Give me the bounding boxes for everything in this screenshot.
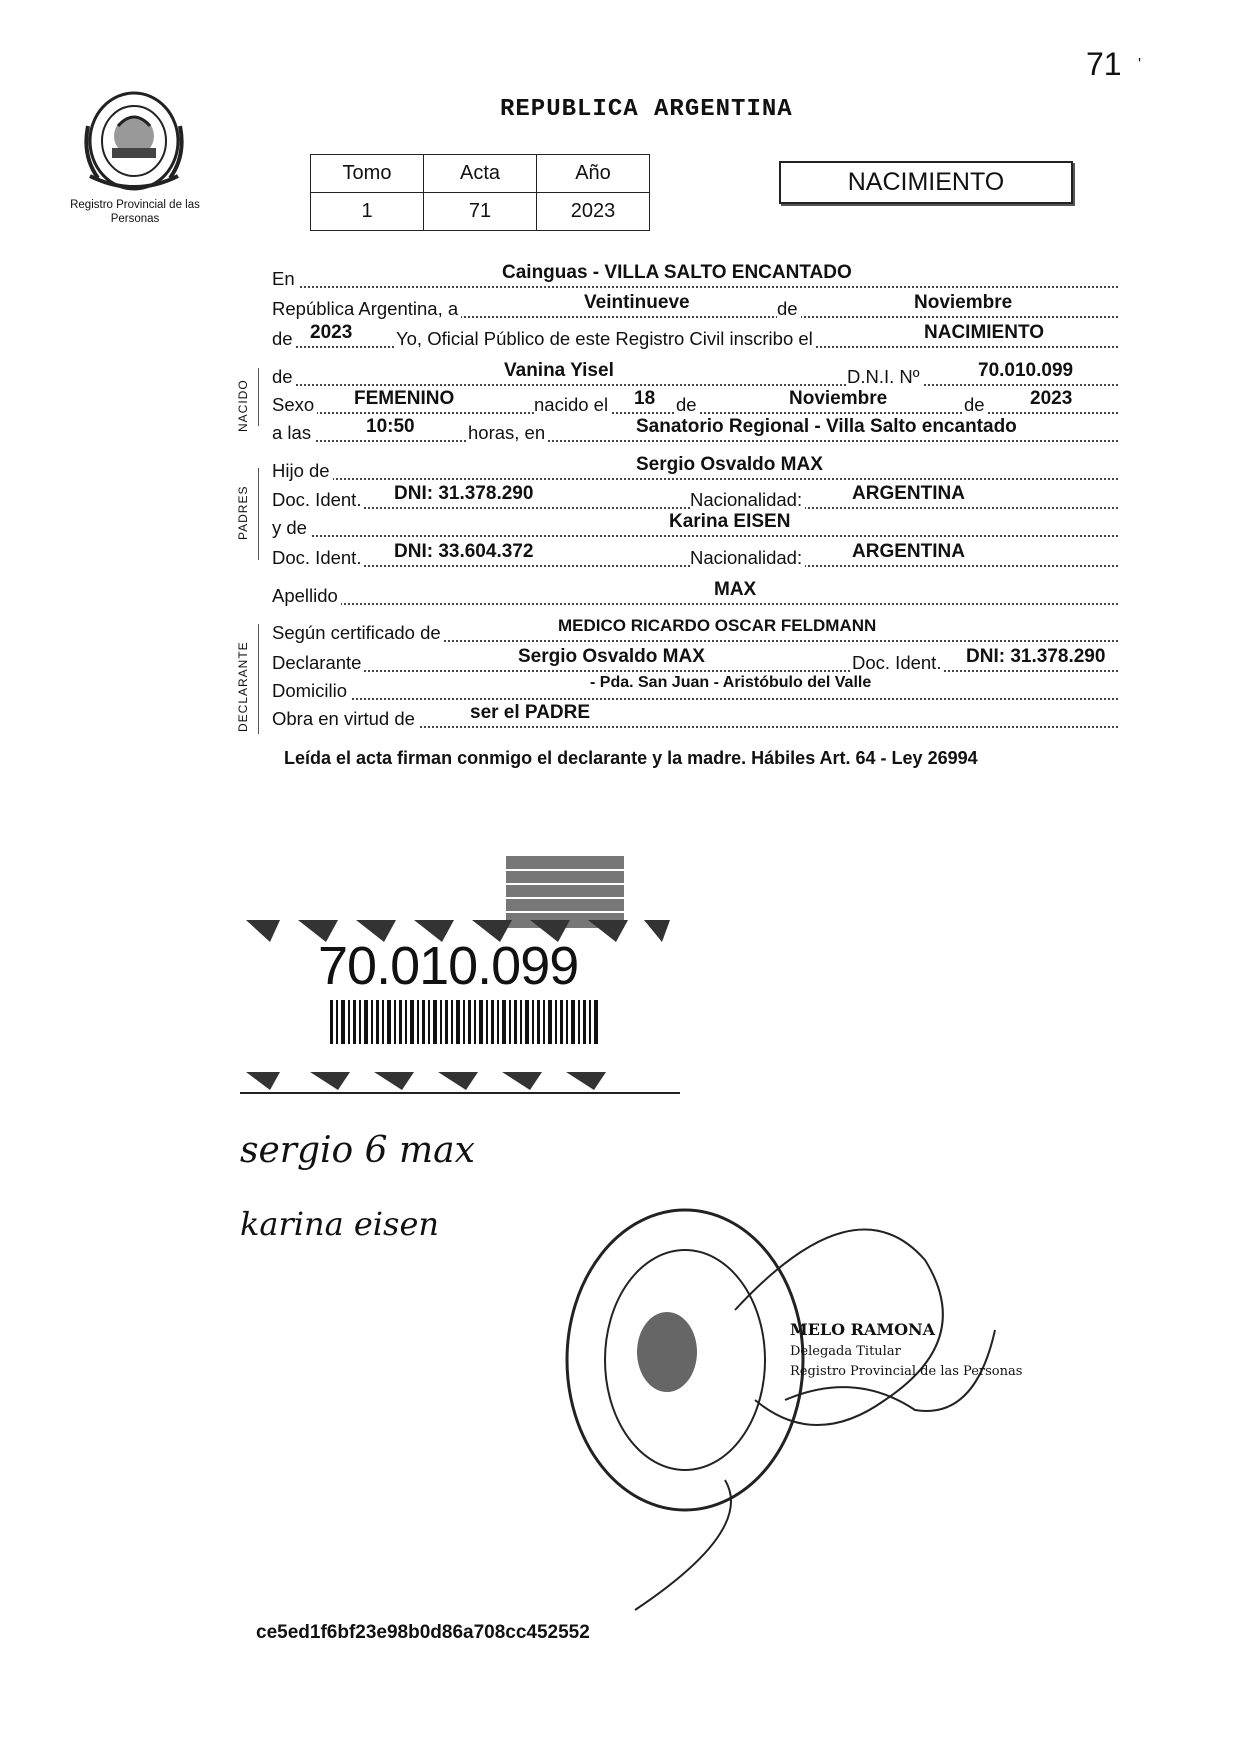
field-child-name: Vanina Yisel [504,360,614,381]
field-child-dni: 70.010.099 [978,360,1074,381]
label-apellido: Apellido [272,585,341,607]
field-birth-year: 2023 [1030,388,1073,409]
label-a-las: a las [272,422,314,444]
label-republica: República Argentina, a [272,298,461,320]
province-seal-icon [82,86,186,196]
form-row-place [272,262,1118,292]
form-row-date [272,292,1118,322]
form-row-capacity [272,702,1118,732]
field-day-words: Veintinueve [584,292,690,313]
declarant-bracket [258,624,259,734]
field-birth-day: 18 [634,388,656,409]
anio-value: 2023 [537,193,650,231]
form-row-mother [272,511,1118,541]
form-row-declarant [272,646,1118,676]
official-office: Registro Provincial de las Personas [790,1364,1023,1379]
label-de-month: de [777,298,801,320]
field-capacity: ser el PADRE [470,702,591,723]
side-label-born: NACIDO [236,379,250,432]
field-mother-doc: DNI: 33.604.372 [394,541,534,562]
mother-signature: karina eisen [240,1205,439,1243]
closing-text: Leída el acta firman conmigo el declarante y la madre. Hábiles Art. 64 - Ley 26994 [284,748,978,768]
label-domicilio: Domicilio [272,680,350,702]
field-declarant-doc: DNI: 31.378.290 [966,646,1106,667]
label-declarante: Declarante [272,652,364,674]
field-address: - Pda. San Juan - Aristóbulo del Valle [590,674,872,691]
field-father-nationality: ARGENTINA [852,483,965,504]
label-doc-declarant: Doc. Ident. [852,652,944,674]
label-doc-father: Doc. Ident. [272,489,364,511]
document-number: 70.010.099 [318,936,579,996]
label-de-name: de [272,366,296,388]
delegation-stamp-icon [555,1200,1005,1620]
form-row-name [272,360,1118,390]
parents-bracket [258,468,259,560]
acta-value: 71 [424,193,537,231]
page-tick: ' [1138,56,1142,73]
form-row-address [272,674,1118,704]
field-father-name: Sergio Osvaldo MAX [636,454,823,475]
acta-header: Acta [424,155,537,193]
anio-header: Año [537,155,650,193]
field-certificate: MEDICO RICARDO OSCAR FELDMANN [558,616,877,635]
country-title: REPUBLICA ARGENTINA [500,96,793,123]
label-dni: D.N.I. Nº [847,366,923,388]
page-number: 71 [1086,46,1122,82]
register-header-row [311,155,650,193]
field-birth-place: Sanatorio Regional - Villa Salto encantado [636,416,1017,437]
form-row-inscribe [272,322,1118,352]
side-label-parents: PADRES [236,485,250,540]
tomo-value: 1 [311,193,424,231]
field-place: Cainguas - VILLA SALTO ENCANTADO [502,262,852,283]
form-row-surname [272,579,1118,609]
field-birth-time: 10:50 [366,416,415,437]
form-row-mother-doc [272,541,1118,571]
field-mother-name: Karina EISEN [669,511,791,532]
label-hijo: Hijo de [272,460,333,482]
official-signature-block [790,1320,1022,1382]
label-en: En [272,268,298,290]
register-value-row [311,193,650,231]
label-nac-mother: Nacionalidad: [690,547,805,569]
born-bracket [258,368,259,426]
label-horas: horas, en [468,422,548,444]
label-de-year: de [272,328,296,350]
label-nac-father: Nacionalidad: [690,489,805,511]
field-sex: FEMENINO [354,388,455,409]
label-de-byear: de [964,394,988,416]
label-doc-mother: Doc. Ident. [272,547,364,569]
label-sexo: Sexo [272,394,317,416]
field-mother-nationality: ARGENTINA [852,541,965,562]
official-title: Delegada Titular [790,1344,901,1359]
field-surname: MAX [714,579,757,600]
field-inscribe-type: NACIMIENTO [924,322,1044,343]
tomo-header: Tomo [311,155,424,193]
label-yo: Yo, Oficial Público de este Registro Civil inscribo el [396,328,816,350]
field-month: Noviembre [914,292,1013,313]
field-declarant: Sergio Osvaldo MAX [518,646,705,667]
side-label-declarant: DECLARANTE [236,641,250,732]
label-certificado: Según certificado de [272,622,444,644]
father-signature: sergio 6 max [240,1130,475,1171]
field-father-doc: DNI: 31.378.290 [394,483,534,504]
form-row-sex [272,388,1118,418]
register-table [310,154,650,231]
official-name: MELO RAMONA [790,1320,936,1339]
label-nacido: nacido el [534,394,611,416]
field-birth-month: Noviembre [789,388,888,409]
label-y-de: y de [272,517,310,539]
registry-caption: Registro Provincial de las Personas [70,199,200,225]
form-row-father [272,454,1118,484]
field-year: 2023 [310,322,353,343]
form-row-certificate [272,616,1118,646]
act-type-box: NACIMIENTO [779,161,1073,204]
label-obra: Obra en virtud de [272,708,418,730]
label-de-bmonth: de [676,394,700,416]
form-row-time [272,416,1118,446]
form-row-father-doc [272,483,1118,513]
document-hash: ce5ed1f6bf23e98b0d86a708cc452552 [256,1622,590,1643]
